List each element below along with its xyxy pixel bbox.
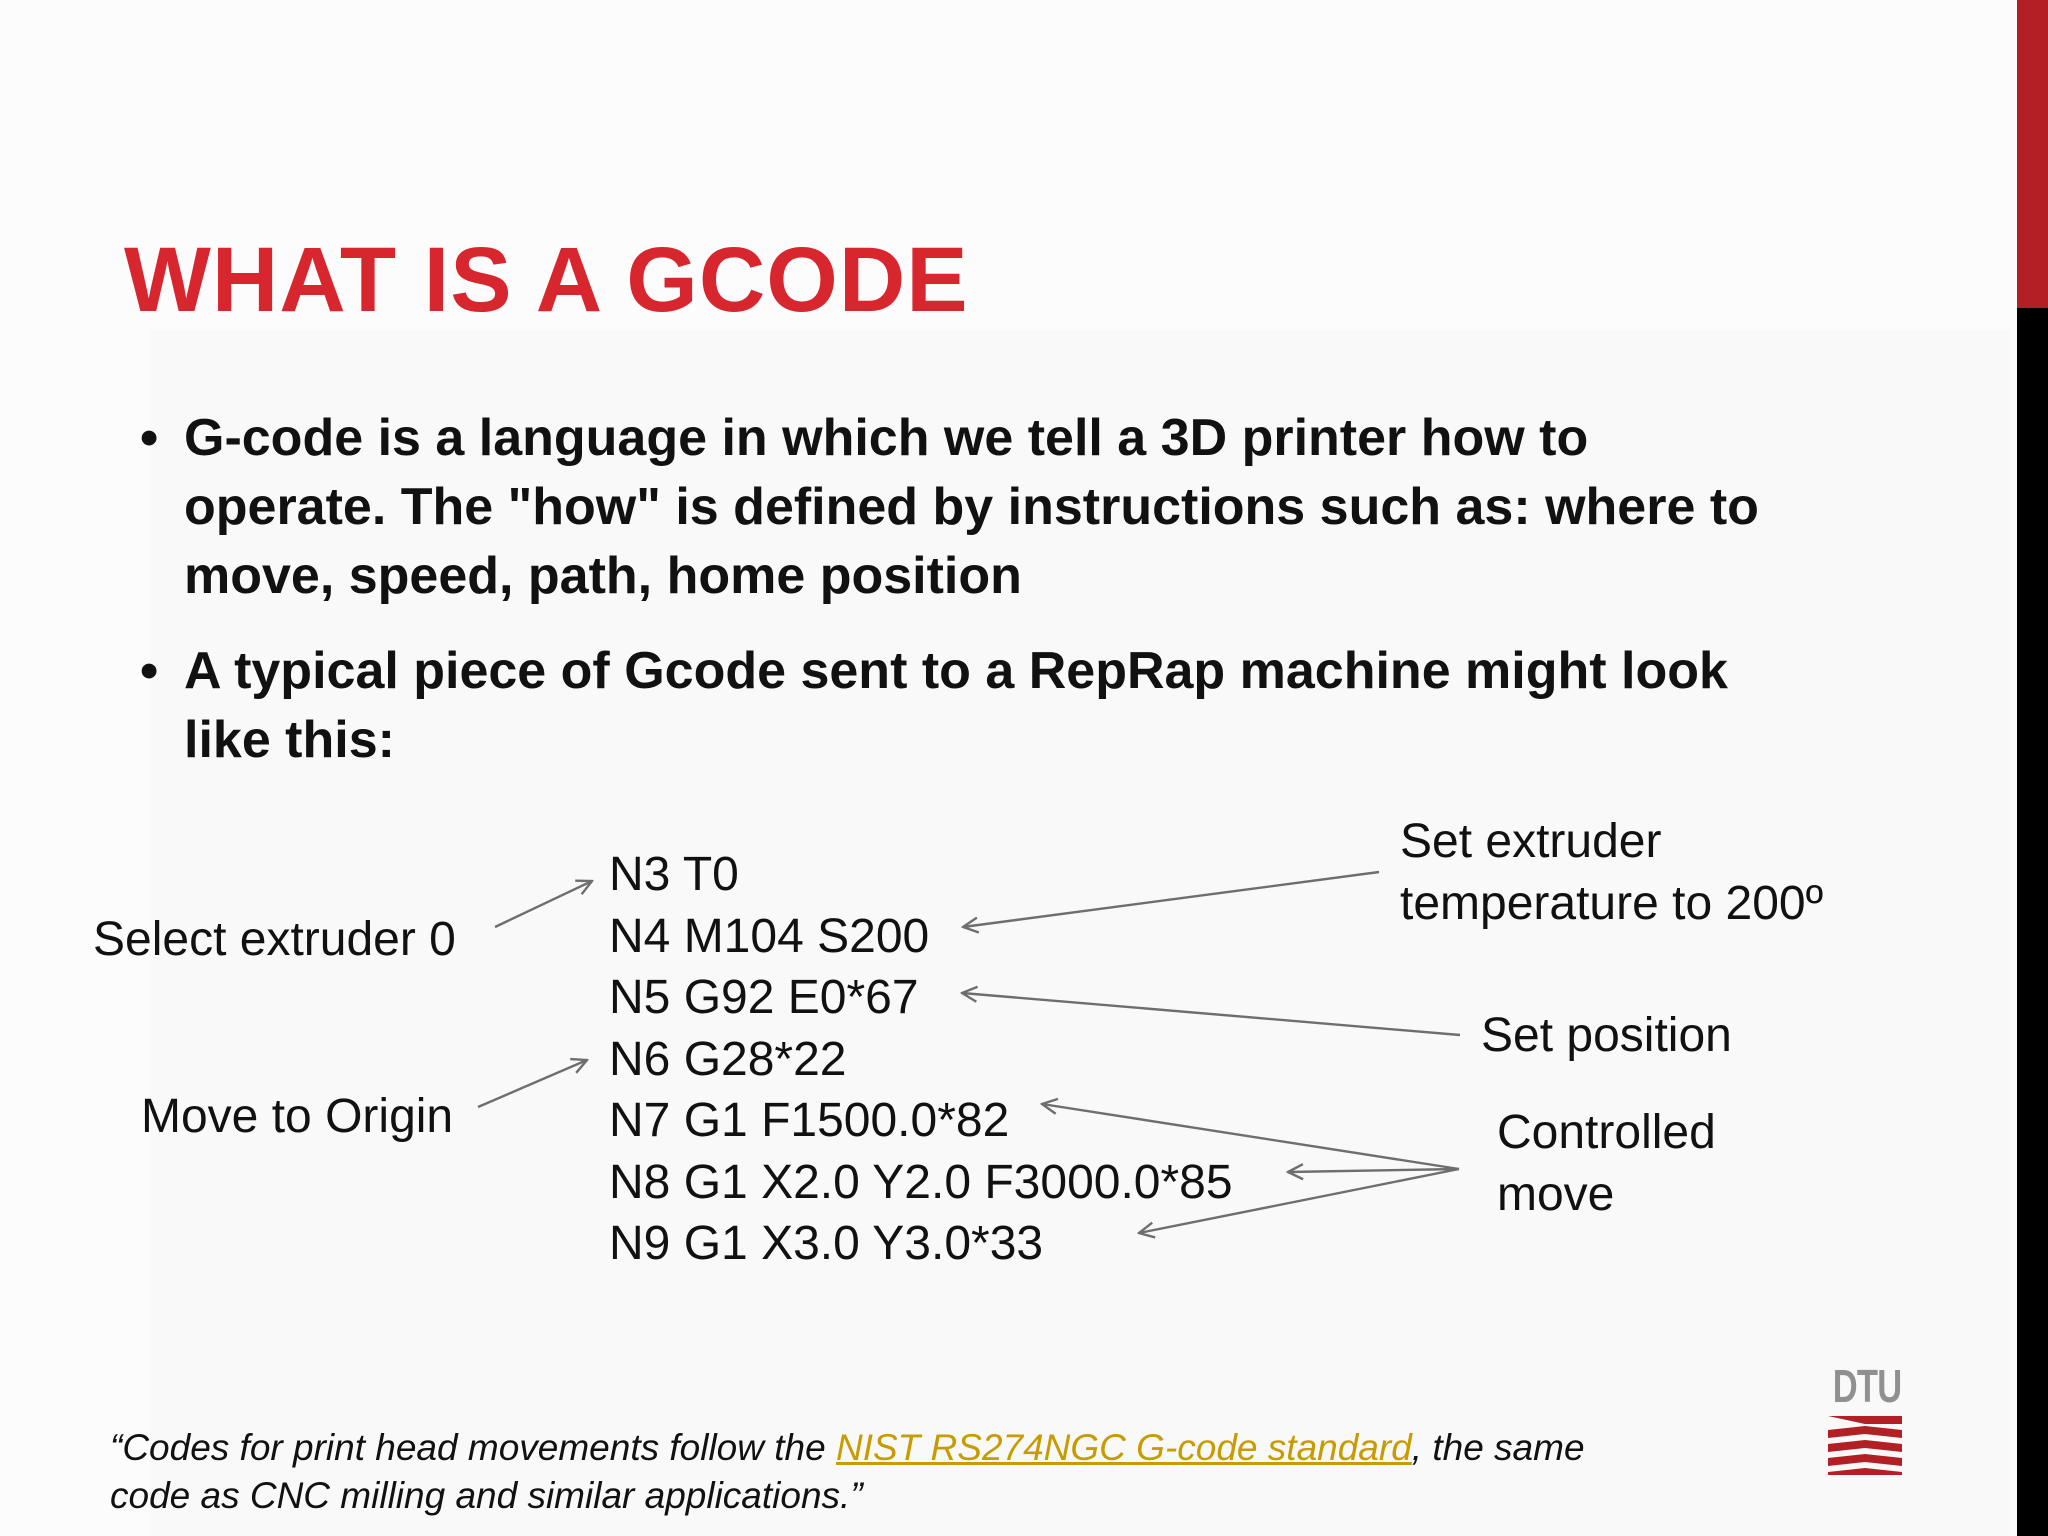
gcode-line: N6 G28*22 [609,1032,847,1086]
annotation-line: move [1497,1168,1615,1221]
quote-text: code as CNC milling and similar applications. [110,1475,851,1516]
arrow-set-position [962,993,1460,1035]
nist-standard-link[interactable]: NIST RS274NGC G-code standard [835,1427,1412,1468]
bullet-text: A typical piece of Gcode sent to a RepRap machine might look like this: [184,642,1728,769]
annotation-set-position: Set position [1481,1009,1732,1062]
bullet-text: G-code is a language in which we tell a 3D printer how to operate. The "how" is defined by instructions such as: where to move, speed, path, home position [184,409,1759,605]
arrow-set-temperature [963,872,1379,927]
annotation-select-extruder: Select extruder 0 [93,913,456,966]
gcode-line: N8 G1 X2.0 Y2.0 F3000.0*85 [609,1155,1233,1209]
dtu-logo-icon [1822,1412,1908,1476]
gcode-line: N7 G1 F1500.0*82 [609,1094,1010,1147]
quote-close: ” [850,1475,863,1516]
arrow-controlled-move-3 [1139,1169,1459,1233]
arrow-move-origin [478,1060,587,1107]
annotation-line: Controlled [1497,1106,1716,1159]
arrow-controlled-move-2 [1288,1169,1459,1172]
annotation-move-origin: Move to Origin [141,1090,454,1143]
bullet-marker: • [140,642,159,700]
bullet-marker: • [140,409,159,467]
slide-title: WHAT IS A GCODE [124,229,969,331]
quote-text: , the same [1411,1427,1585,1468]
gcode-line: N9 G1 X3.0 Y3.0*33 [609,1217,1044,1270]
quote-open: “ [110,1427,123,1468]
gcode-line: N3 T0 [609,848,739,901]
annotation-line: Set extruder [1400,815,1662,868]
gcode-line: N5 G92 E0*67 [609,971,919,1024]
footnote-quote [110,1424,1585,1520]
logo-text: DTU [1832,1360,1902,1412]
quote-text: Codes for print head movements follow the [122,1427,836,1468]
annotation-line: temperature to 200º [1400,877,1824,930]
gcode-line: N4 M104 S200 [609,909,930,963]
arrow-select-extruder [495,881,592,927]
dtu-logo [1822,1360,1908,1484]
arrow-controlled-move-1 [1042,1104,1459,1169]
